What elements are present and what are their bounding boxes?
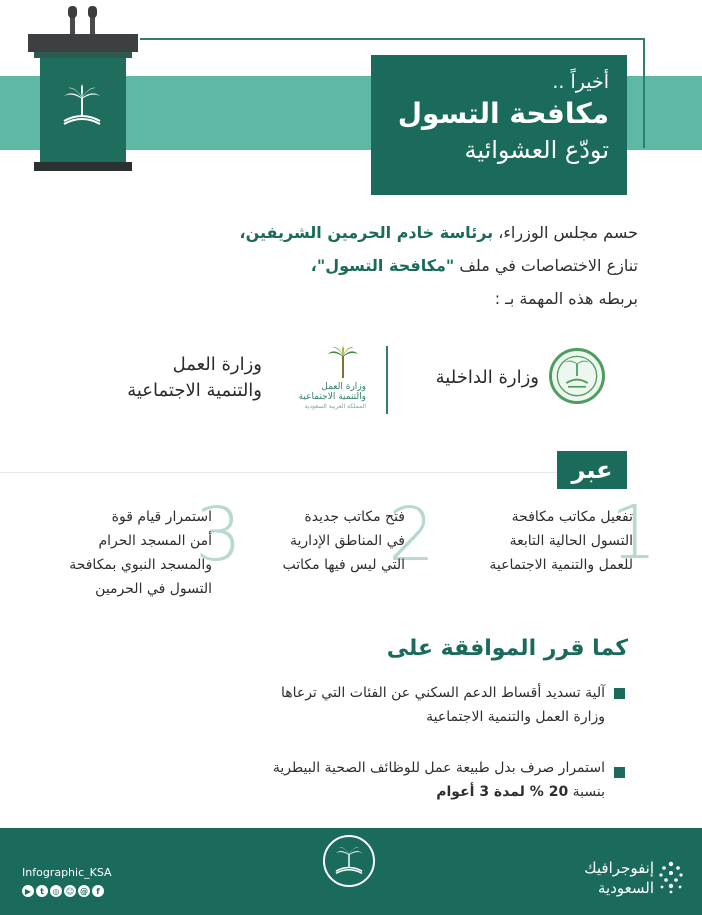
step-1-text: تفعيل مكاتب مكافحة التسول الحالية التابعة للعمل والتنمية الاجتماعية — [489, 509, 633, 573]
microphone-head-icon — [68, 6, 77, 18]
title-line-2: مكافحة التسول — [397, 97, 609, 130]
agreed-heading: كما قرر الموافقة على — [386, 636, 628, 661]
labor-ministry-logo: وزارة العمل والتنمية الاجتماعية المملكة العربية السعودية — [282, 346, 366, 412]
frame-line-right — [643, 38, 645, 148]
social-handle[interactable]: Infographic_KSA — [22, 866, 112, 879]
ministries-row — [0, 340, 702, 414]
podium-top — [28, 34, 138, 52]
via-badge: عبر — [557, 451, 627, 489]
step-3-number: 3 — [195, 492, 243, 578]
step-3-text: استمرار قيام قوة أمن المسجد الحرام والمسجد النبوي بمكافحة التسول في الحرمين — [69, 509, 212, 597]
labor-palm-icon — [328, 346, 358, 380]
title-line-3: تودّع العشوائية — [464, 136, 609, 164]
step-2-number: 2 — [388, 492, 436, 578]
email-icon[interactable]: @ — [80, 886, 88, 896]
intro-paragraph — [158, 216, 638, 315]
agreed-item-1: آلية تسديد أقساط الدعم السكني عن الفئات التي ترعاها وزارة العمل والتنمية الاجتماعية — [280, 685, 605, 725]
footer — [0, 828, 702, 915]
instagram-icon[interactable]: ◎ — [50, 885, 62, 897]
podium-base — [34, 162, 132, 171]
step-1-number: 1 — [610, 490, 658, 576]
facebook-icon[interactable]: f — [92, 885, 104, 897]
labor-ministry-name: وزارة العمل والتنمية الاجتماعية — [127, 354, 262, 401]
step-2-text: فتح مكاتب جديدة في المناطق الإدارية التي ليس فيها مكاتب — [282, 509, 405, 573]
title-line-1: أخيراً .. — [552, 71, 609, 93]
brand-dots-logo-icon — [658, 860, 684, 894]
interior-ministry-name: وزارة الداخلية — [435, 367, 539, 388]
palm-swords-emblem-icon — [333, 844, 365, 878]
agreed-item-2: استمرار صرف بدل طبيعة عمل للوظائف الصحية البيطرية بنسبة 20 % لمدة 3 أعوام — [272, 760, 605, 800]
ministries-divider — [386, 346, 388, 414]
twitter-icon[interactable]: t — [36, 885, 48, 897]
bullet-square-icon — [614, 767, 625, 778]
palm-swords-emblem-icon — [60, 84, 104, 130]
youtube-icon[interactable]: ▶ — [22, 885, 34, 897]
social-icons — [22, 885, 104, 897]
intro-line-3: بربطه هذه المهمة بـ : — [494, 289, 638, 308]
title-box — [371, 55, 627, 195]
intro-line-1: حسم مجلس الوزراء، برئاسة خادم الحرمين الشريفين، — [239, 223, 638, 242]
brand-name: إنفوجرافيك السعودية — [584, 859, 654, 897]
podium-illustration — [28, 6, 138, 171]
snapchat-icon[interactable]: ☺ — [65, 886, 75, 896]
footer-emblem — [323, 835, 375, 887]
interior-ministry-logo-icon — [549, 348, 605, 404]
frame-line-top — [140, 38, 645, 40]
via-divider — [0, 472, 557, 473]
bullet-square-icon — [614, 688, 625, 699]
microphone-head-icon — [88, 6, 97, 18]
intro-line-2: تنازع الاختصاصات في ملف "مكافحة التسول"، — [310, 256, 638, 275]
